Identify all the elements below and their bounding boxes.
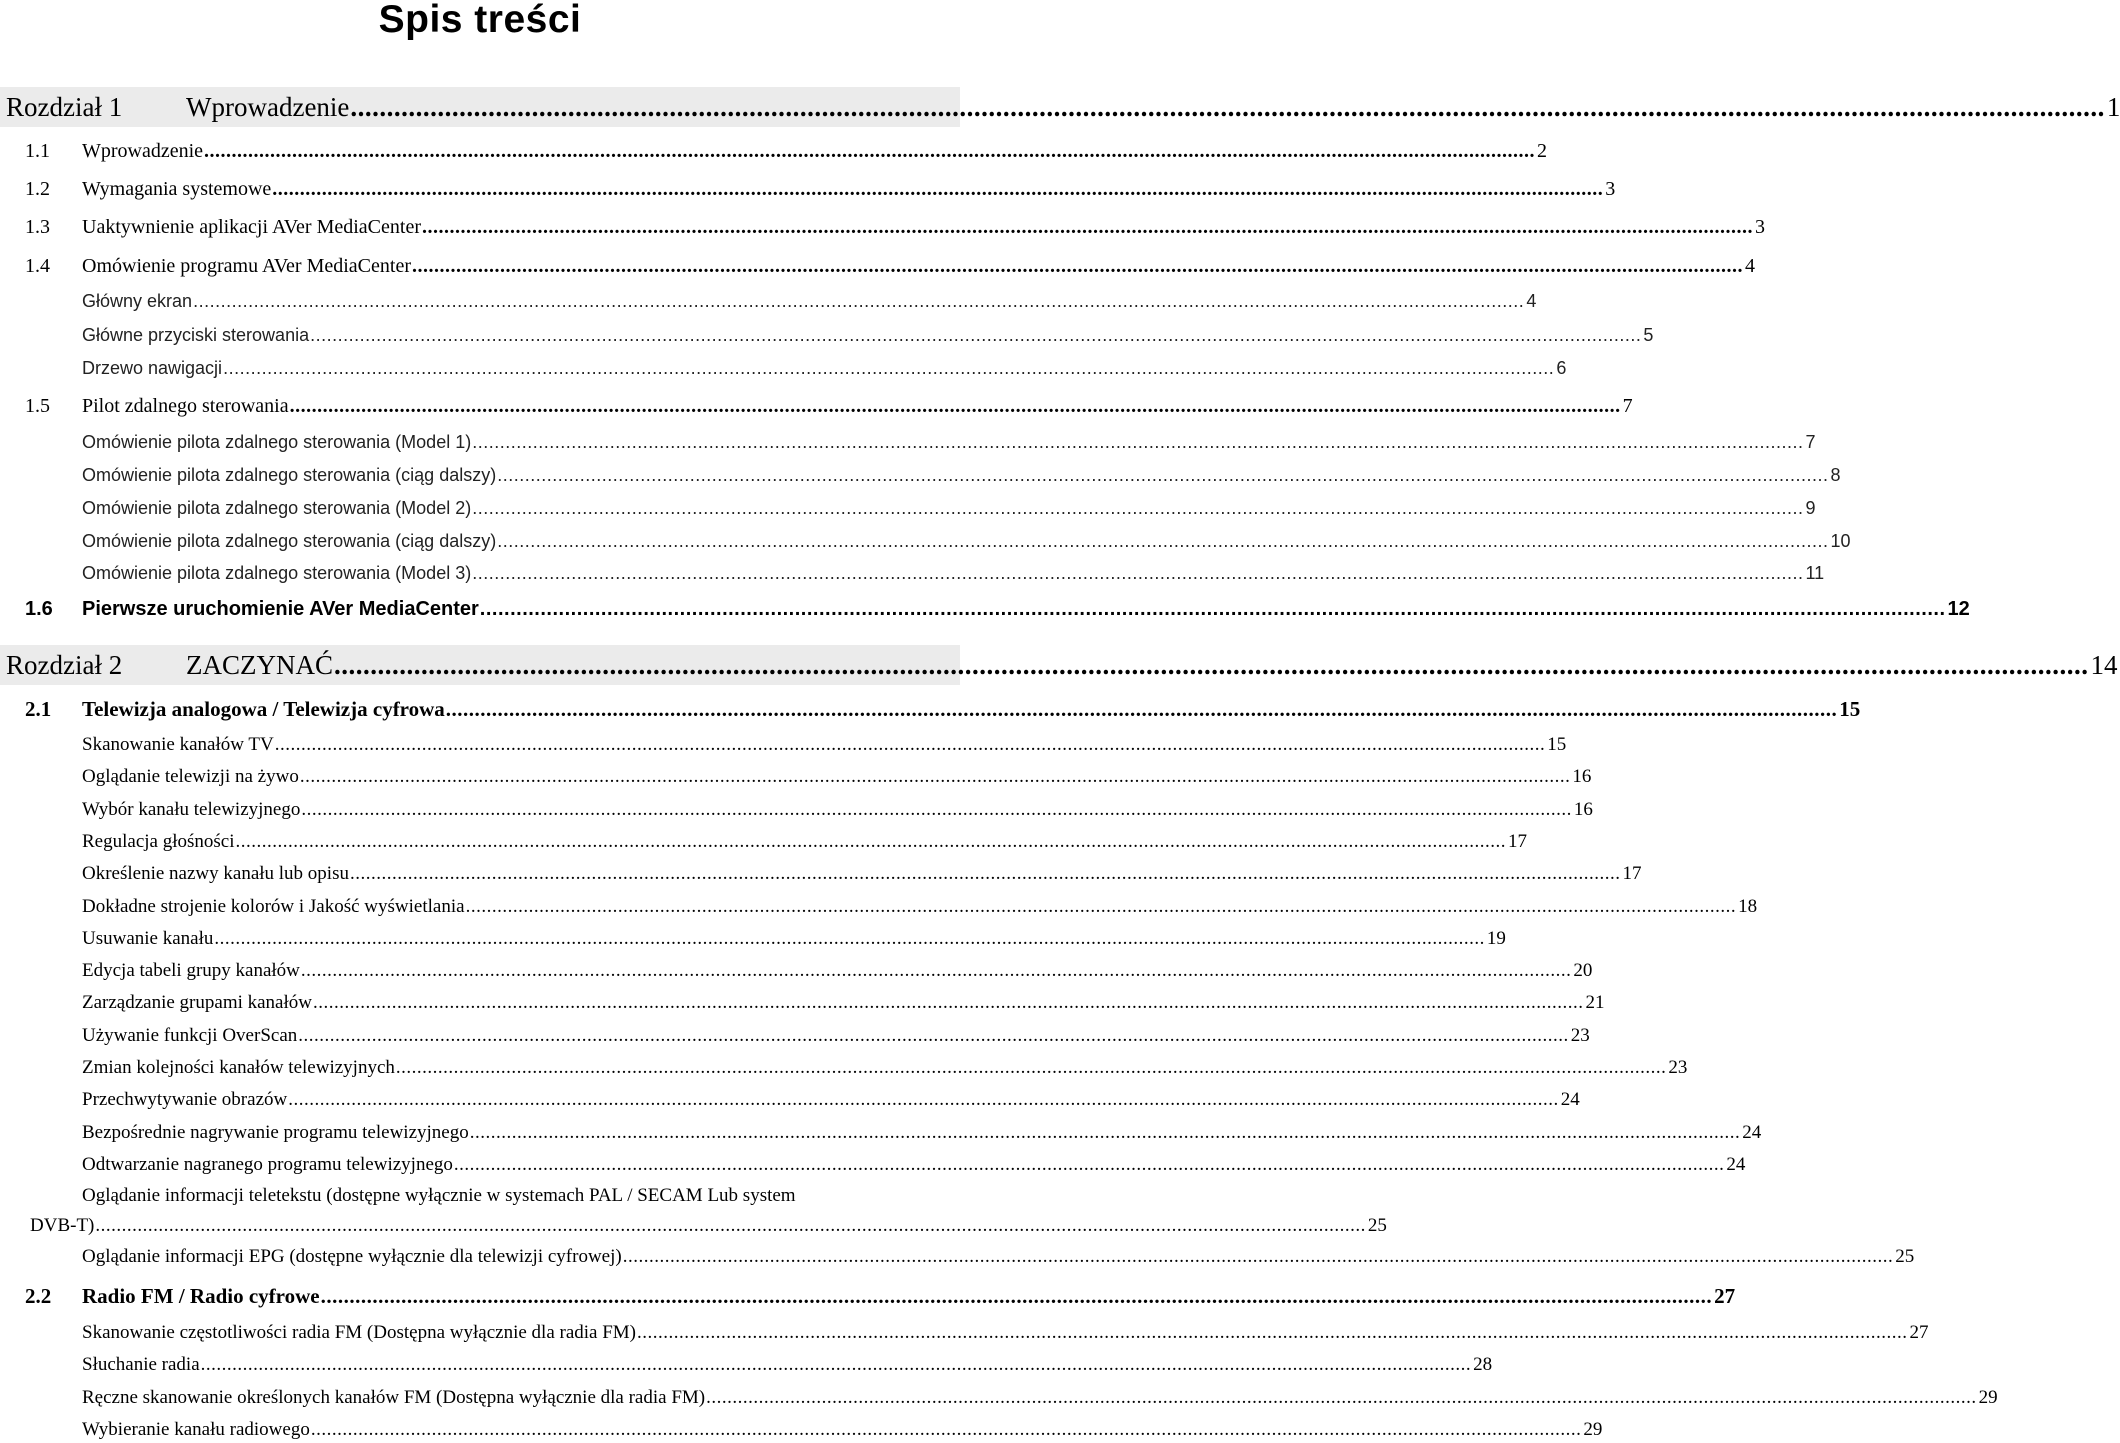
toc-section-1-6[interactable] [25, 595, 1970, 623]
leader-dots [214, 926, 1485, 952]
entry-title: Telewizja analogowa / Telewizja cyfrowa [82, 697, 445, 721]
entry-title: Słuchanie radia [82, 1354, 200, 1375]
entry-title: Oglądanie telewizji na żywo [82, 766, 299, 787]
toc-entry[interactable] [82, 495, 1816, 521]
section-number: 2.2 [25, 1284, 52, 1308]
section-number: 2.1 [25, 697, 52, 721]
entry-title: Dokładne strojenie kolorów i Jakość wyświetlania [82, 896, 465, 917]
toc-entry-teletext[interactable] [82, 1183, 920, 1209]
entry-title: Bezpośrednie nagrywanie programu telewizyjnego [82, 1122, 469, 1143]
leader-dots [290, 392, 1621, 420]
page-number: 4 [1526, 291, 1537, 311]
leader-dots [298, 1023, 1569, 1049]
page-number: 3 [1605, 178, 1616, 200]
leader-dots [223, 355, 1554, 381]
page-number: 24 [1560, 1089, 1580, 1110]
toc-entry[interactable] [82, 894, 1758, 920]
toc-entry[interactable] [82, 1352, 1493, 1378]
leader-dots [454, 1152, 1725, 1178]
entry-title: Omówienie pilota zdalnego sterowania (ciąg dalszy) [82, 465, 497, 485]
page-number: 12 [1947, 598, 1970, 620]
entry-title: Pilot zdalnego sterowania [82, 395, 289, 417]
chapter-number: Rozdział 1 [6, 92, 123, 122]
leader-dots [301, 958, 1572, 984]
leader-dots [470, 1120, 1741, 1146]
entry-title: Pierwsze uruchomienie AVer MediaCenter [82, 598, 479, 620]
toc-section-2-2[interactable] [25, 1282, 1736, 1310]
toc-entry[interactable] [82, 1120, 1762, 1146]
toc-entry[interactable] [82, 528, 1851, 554]
section-number: 1.3 [25, 216, 50, 238]
toc-section-1-5[interactable] [25, 392, 1633, 420]
section-number: 1.1 [25, 140, 50, 162]
toc-entry[interactable] [82, 560, 1825, 586]
page-number: 28 [1473, 1354, 1493, 1375]
toc-section-1-4[interactable] [25, 252, 1755, 280]
page-title: Spis treści [378, 0, 582, 41]
page-number: 16 [1572, 766, 1592, 787]
toc-entry[interactable] [82, 1320, 1929, 1346]
toc-entry[interactable] [82, 990, 1605, 1016]
toc-section-1-3[interactable] [25, 213, 1765, 241]
entry-title: Oglądanie informacji EPG (dostępne wyłącznie dla telewizji cyfrowej) [82, 1246, 622, 1267]
leader-dots [637, 1320, 1908, 1346]
toc-entry[interactable] [82, 1385, 1998, 1411]
page-number: 25 [1895, 1246, 1915, 1267]
toc-section-1-1[interactable] [25, 137, 1548, 165]
page-number: 29 [1978, 1387, 1998, 1408]
toc-entry[interactable] [82, 764, 1592, 790]
entry-title: Wprowadzenie [82, 140, 204, 162]
toc-entry[interactable] [82, 1417, 1603, 1443]
leader-dots [301, 797, 1572, 823]
page-number: 5 [1643, 325, 1654, 345]
leader-dots [204, 137, 1535, 165]
page-number: 20 [1573, 960, 1593, 981]
leader-dots [466, 894, 1737, 920]
page-number: 29 [1583, 1419, 1603, 1440]
page-number: 18 [1738, 896, 1758, 917]
entry-title: Drzewo nawigacji [82, 358, 223, 378]
leader-dots [313, 990, 1584, 1016]
chapter-title: Wprowadzenie [186, 92, 350, 122]
toc-entry[interactable] [82, 429, 1816, 455]
toc-entry[interactable] [82, 732, 1567, 758]
entry-title: Wybieranie kanału radiowego [82, 1419, 310, 1440]
page-number: 3 [1754, 216, 1765, 238]
page-number: 27 [1909, 1322, 1929, 1343]
section-number: 1.2 [25, 178, 50, 200]
page-number: 16 [1573, 799, 1593, 820]
page-number: 14 [2090, 650, 2118, 680]
entry-title: Odtwarzanie nagranego programu telewizyjnego [82, 1154, 453, 1175]
entry-title: Wybór kanału telewizyjnego [82, 799, 301, 820]
page-number: 17 [1508, 831, 1527, 852]
leader-dots [275, 732, 1546, 758]
page-number: 11 [1805, 563, 1825, 583]
leader-dots [623, 1244, 1894, 1270]
entry-title: DVB-T) [30, 1215, 95, 1236]
entry-title: Używanie funkcji OverScan [82, 1025, 298, 1046]
toc-entry[interactable] [82, 958, 1593, 984]
page-number: 6 [1556, 358, 1567, 378]
toc-entry[interactable] [82, 797, 1593, 823]
page-number: 4 [1745, 255, 1755, 277]
chapter-title: ZACZYNAĆ [186, 650, 333, 680]
leader-dots [272, 175, 1603, 203]
toc-chapter-2[interactable] [6, 648, 2118, 682]
page-number: 15 [1547, 734, 1567, 755]
section-number: 1.6 [25, 598, 53, 620]
page-number: 17 [1622, 863, 1642, 884]
page-number: 23 [1668, 1057, 1688, 1078]
leader-dots [236, 829, 1507, 855]
leader-dots [288, 1087, 1559, 1113]
page-number: 21 [1585, 992, 1605, 1013]
leader-dots [472, 560, 1803, 586]
leader-dots [350, 90, 2105, 124]
leader-dots [422, 213, 1753, 241]
toc-entry[interactable] [82, 462, 1841, 488]
toc-section-2-1[interactable] [25, 695, 1861, 723]
entry-title: Omówienie pilota zdalnego sterowania (Model 1) [82, 432, 472, 452]
page-number: 15 [1839, 697, 1861, 721]
toc-entry[interactable] [82, 1087, 1580, 1113]
page-number: 8 [1830, 465, 1841, 485]
page-number: 24 [1742, 1122, 1762, 1143]
page-number: 23 [1570, 1025, 1590, 1046]
entry-title: Omówienie pilota zdalnego sterowania (ciąg dalszy) [82, 531, 497, 551]
section-number: 1.4 [25, 255, 50, 277]
page-number: 24 [1726, 1154, 1746, 1175]
leader-dots [334, 648, 2089, 682]
entry-title: Omówienie pilota zdalnego sterowania (Model 2) [82, 498, 472, 518]
entry-title: Zarządzanie grupami kanałów [82, 992, 312, 1013]
entry-title: Radio FM / Radio cyfrowe [82, 1284, 320, 1308]
entry-title: Skanowanie kanałów TV [82, 734, 274, 755]
section-number: 1.5 [25, 395, 50, 417]
leader-dots [412, 252, 1743, 280]
toc-entry-epg[interactable] [82, 1244, 1915, 1270]
entry-title: Regulacja głośności [82, 831, 235, 852]
entry-title: Omówienie programu AVer MediaCenter [82, 255, 411, 277]
page-number: 25 [1367, 1215, 1387, 1236]
page-number: 7 [1622, 395, 1633, 417]
leader-dots [300, 764, 1571, 790]
leader-dots [480, 595, 1946, 623]
entry-title: Ręczne skanowanie określonych kanałów FM (Dostępna wyłącznie dla radia FM) [82, 1387, 706, 1408]
page-number: 19 [1486, 928, 1506, 949]
entry-title: Edycja tabeli grupy kanałów [82, 960, 300, 981]
toc-entry[interactable] [82, 322, 1654, 348]
page-number: 9 [1805, 498, 1816, 518]
entry-title: Skanowanie częstotliwości radia FM (Dostępna wyłącznie dla radia FM) [82, 1322, 637, 1343]
entry-title: Wymagania systemowe [82, 178, 272, 200]
leader-dots [310, 322, 1641, 348]
page-number: 1 [2106, 92, 2120, 122]
entry-title: Zmian kolejności kanałów telewizyjnych [82, 1057, 395, 1078]
toc-entry[interactable] [82, 829, 1527, 855]
leader-dots [321, 1282, 1713, 1310]
toc-entry[interactable] [82, 861, 1642, 887]
page-number: 2 [1537, 140, 1548, 162]
leader-dots [706, 1385, 1977, 1411]
leader-dots [497, 462, 1828, 488]
entry-title: Usuwanie kanału [82, 928, 214, 949]
leader-dots [311, 1417, 1582, 1443]
toc-section-1-2[interactable] [25, 175, 1616, 203]
leader-dots [193, 288, 1524, 314]
entry-title: Główne przyciski sterowania [82, 325, 310, 345]
entry-title: Oglądanie informacji teletekstu (dostępne wyłącznie w systemach PAL / SECAM Lub system [82, 1185, 796, 1206]
leader-dots [472, 429, 1803, 455]
chapter-number: Rozdział 2 [6, 650, 123, 680]
entry-title: Omówienie pilota zdalnego sterowania (Model 3) [82, 563, 472, 583]
leader-dots [396, 1055, 1667, 1081]
toc-chapter-1[interactable] [6, 90, 2120, 124]
toc-entry[interactable] [82, 1152, 1746, 1178]
entry-title: Określenie nazwy kanału lub opisu [82, 863, 349, 884]
leader-dots [201, 1352, 1472, 1378]
toc-entry[interactable] [82, 1055, 1688, 1081]
toc-entry[interactable] [82, 926, 1506, 952]
toc-entry[interactable] [82, 355, 1567, 381]
leader-dots [446, 695, 1838, 723]
toc-entry[interactable] [82, 288, 1537, 314]
entry-title: Główny ekran [82, 291, 193, 311]
leader-dots [95, 1213, 1366, 1239]
entry-title: Przechwytywanie obrazów [82, 1089, 288, 1110]
leader-dots [497, 528, 1828, 554]
toc-entry-teletext-cont[interactable] [30, 1213, 1387, 1239]
page-number: 10 [1830, 531, 1851, 551]
leader-dots [472, 495, 1803, 521]
leader-dots [350, 861, 1621, 887]
entry-title: Uaktywnienie aplikacji AVer MediaCenter [82, 216, 421, 238]
toc-entry[interactable] [82, 1023, 1590, 1049]
page-number: 7 [1805, 432, 1816, 452]
page-number: 27 [1714, 1284, 1736, 1308]
